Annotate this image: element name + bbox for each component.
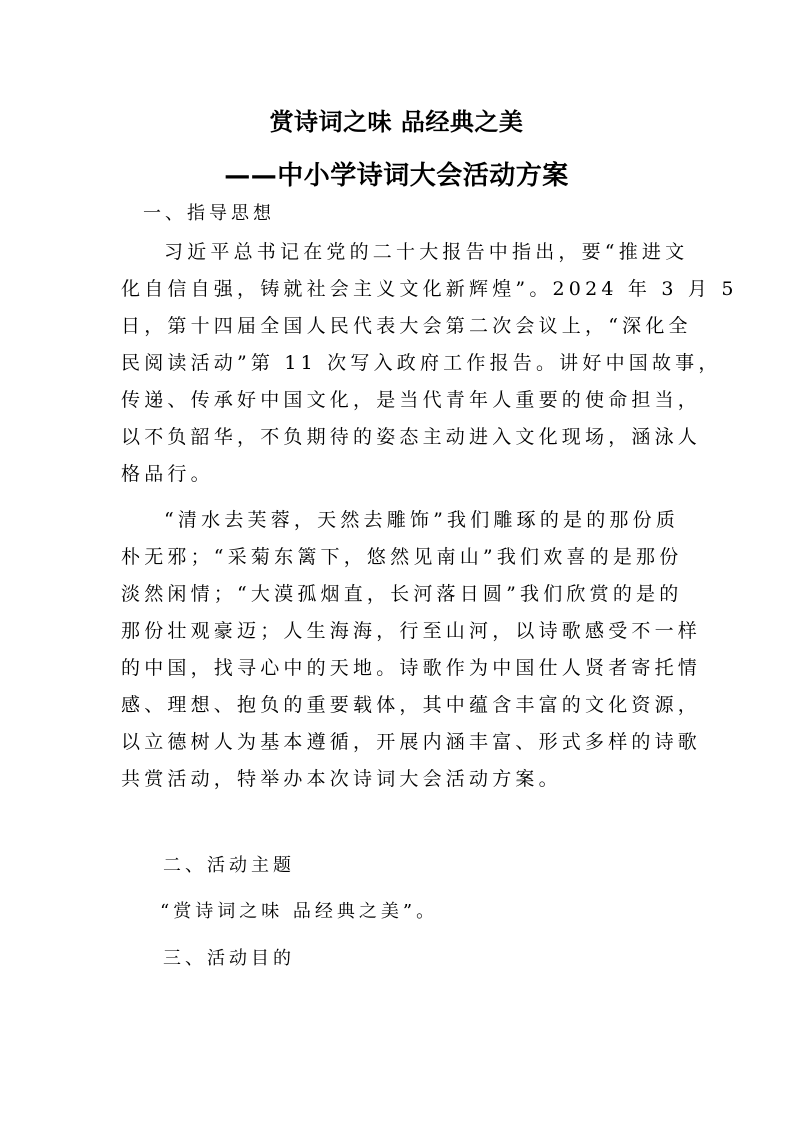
paragraph-line: 淡然闲情；“大漠孤烟直，长河落日圆”我们欣赏的是的 (121, 583, 683, 605)
section-heading-guiding-ideology: 一、指导思想 (143, 203, 275, 224)
paragraph-line: 化自信自强，铸就社会主义文化新辉煌”。2024 年 3 月 5 (121, 278, 738, 300)
theme-statement: “赏诗词之味 品经典之美”。 (160, 901, 439, 922)
section-heading-activity-theme: 二、活动主题 (163, 855, 295, 876)
paragraph-line: 那份壮观豪迈；人生海海，行至山河，以诗歌感受不一样 (121, 620, 702, 642)
document-title: 赏诗词之味 品经典之美 (269, 108, 524, 136)
paragraph-line: 日，第十四届全国人民代表大会第二次会议上，“深化全 (121, 315, 692, 337)
paragraph-line: 以立德树人为基本遵循，开展内涵丰富、形式多样的诗歌 (121, 731, 702, 753)
paragraph-line: 的中国，找寻心中的天地。诗歌作为中国仕人贤者寄托情 (121, 657, 702, 679)
paragraph-line: 感、理想、抱负的重要载体，其中蕴含丰富的文化资源， (121, 694, 702, 716)
paragraph-line: 朴无邪；“采菊东篱下，悠然见南山”我们欢喜的是那份 (121, 546, 683, 568)
paragraph-line: 传递、传承好中国文化，是当代青年人重要的使命担当， (121, 389, 702, 411)
section-heading-activity-purpose: 三、活动目的 (163, 948, 295, 969)
paragraph-line: 以不负韶华，不负期待的姿态主动进入文化现场，涵泳人 (121, 426, 702, 448)
document-subtitle: ——中小学诗词大会活动方案 (224, 161, 569, 191)
paragraph-line: 民阅读活动”第 11 次写入政府工作报告。讲好中国故事， (121, 352, 722, 374)
paragraph-line: “清水去芙蓉，天然去雕饰”我们雕琢的是的那份质 (164, 509, 680, 531)
paragraph-line: 习近平总书记在党的二十大报告中指出，要“推进文 (164, 241, 689, 263)
paragraph-line: 格品行。 (121, 463, 214, 485)
paragraph-line: 共赏活动，特举办本次诗词大会活动方案。 (121, 768, 562, 790)
